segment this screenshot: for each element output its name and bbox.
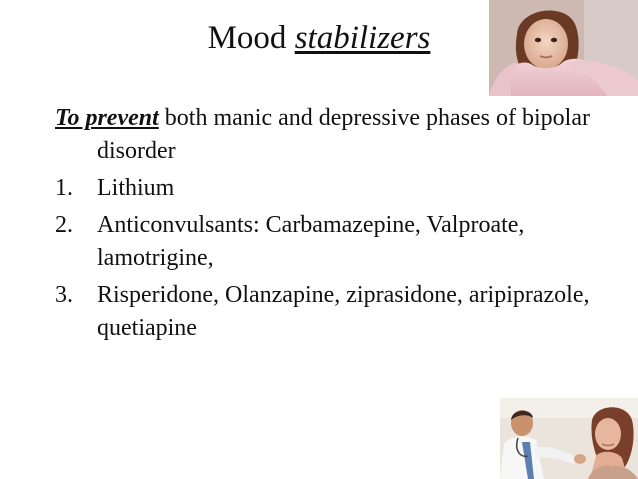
list-number: 2. [55, 212, 73, 238]
list-number: 3. [55, 282, 73, 308]
list-item-3 [55, 279, 595, 345]
intro-rest: both manic and depressive phases of bipolar disorder [97, 105, 590, 164]
list-item-1 [55, 172, 595, 205]
list-text: Lithium [97, 175, 175, 201]
title-plain: Mood [207, 20, 295, 56]
list-number: 1. [55, 175, 73, 201]
slide-body [55, 102, 595, 349]
doctor-patient-photo [500, 398, 638, 479]
list-text: Anticonvulsants: Carbamazepine, Valproate, lamotrigine, [97, 212, 525, 271]
list-text: Risperidone, Olanzapine, ziprasidone, aripiprazole, quetiapine [97, 282, 590, 341]
intro-paragraph [55, 102, 595, 168]
list-item-2 [55, 209, 595, 275]
title-emphasis: stabilizers [294, 20, 431, 56]
sick-child-photo [489, 0, 638, 96]
intro-lead: To prevent [55, 105, 159, 131]
